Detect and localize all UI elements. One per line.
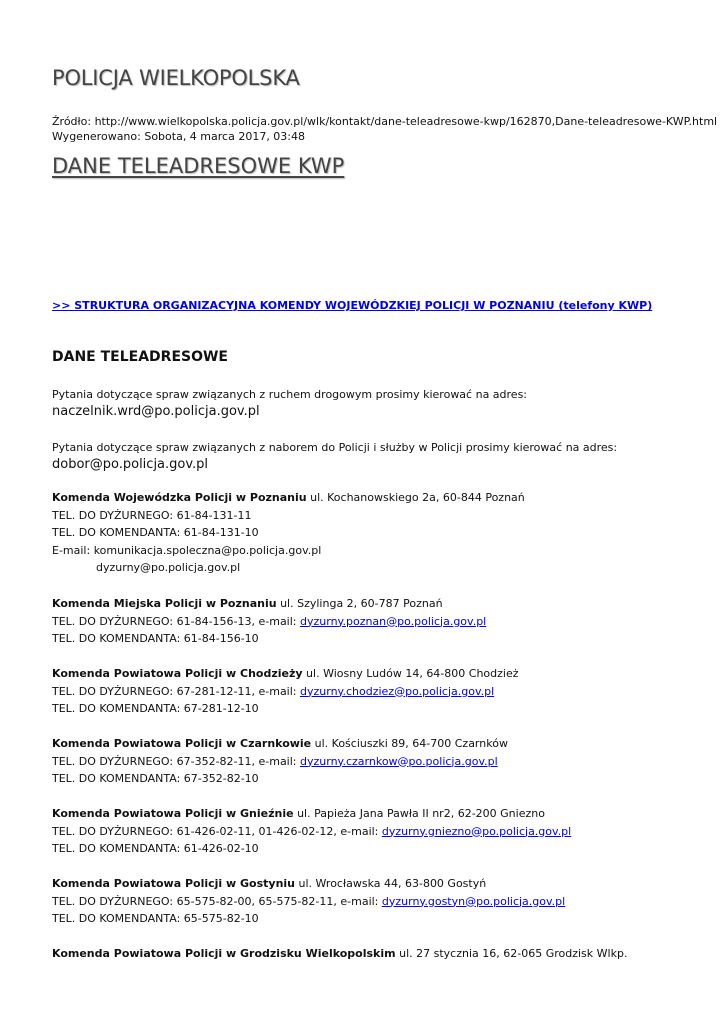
recruitment-paragraph (52, 440, 617, 474)
page-title: DANE TELEADRESOWE KWP (52, 154, 345, 178)
office-address: ul. Kochanowskiego 2a, 60-844 Poznań (306, 491, 525, 504)
recruitment-email: dobor@po.policja.gov.pl (52, 457, 209, 472)
office-heading (52, 945, 627, 963)
office-heading (52, 595, 486, 613)
document-meta (52, 114, 717, 144)
office-name: Komenda Powiatowa Policji w Gostyniu (52, 877, 296, 890)
site-title: POLICJA WIELKOPOLSKA (52, 66, 300, 90)
recruitment-text: Pytania dotyczące spraw związanych z naborem do Policji i służby w Policji prosimy kierować na adres: (52, 441, 618, 454)
office-heading (52, 805, 571, 823)
office-duty-phone: TEL. DO DYŻURNEGO: 67-281-12-11, e-mail: dyzurny.chodziez@po.policja.gov.pl (52, 684, 495, 698)
section-title: DANE TELEADRESOWE (52, 349, 228, 365)
office-duty-phone: TEL. DO DYŻURNEGO: 61-84-156-13, e-mail: dyzurny.poznan@po.policja.gov.pl (52, 614, 487, 628)
office-commander-phone: TEL. DO KOMENDANTA: 65-575-82-10 (52, 912, 259, 925)
office-gniezno (52, 805, 571, 858)
office-poznan (52, 595, 486, 648)
office-address: ul. Szylinga 2, 60-787 Poznań (276, 597, 443, 610)
traffic-email: naczelnik.wrd@po.policja.gov.pl (52, 404, 260, 419)
office-email-duty: dyzurny@po.policja.gov.pl (96, 561, 241, 574)
office-name: Komenda Wojewódzka Policji w Poznaniu (52, 491, 307, 504)
office-name: Komenda Powiatowa Policji w Grodzisku Wielkopolskim (52, 947, 396, 960)
office-email-link[interactable]: dyzurny.czarnkow@po.policja.gov.pl (300, 754, 498, 768)
office-address: ul. Wiosny Ludów 14, 64-800 Chodzież (302, 667, 519, 680)
office-email-link[interactable]: dyzurny.gostyn@po.policja.gov.pl (381, 894, 566, 908)
office-commander-phone: TEL. DO KOMENDANTA: 67-352-82-10 (52, 772, 259, 785)
office-commander-phone: TEL. DO KOMENDANTA: 61-426-02-10 (52, 842, 259, 855)
office-commander-phone: TEL. DO KOMENDANTA: 61-84-131-10 (52, 526, 259, 539)
office-heading (52, 875, 565, 893)
office-duty-phone: TEL. DO DYŻURNEGO: 61-426-02-11, 01-426-02-12, e-mail: dyzurny.gniezno@po.policja.gov.pl (52, 824, 572, 838)
office-name: Komenda Powiatowa Policji w Gnieźnie (52, 807, 294, 820)
office-czarnkow (52, 735, 508, 788)
office-address: ul. 27 stycznia 16, 62-065 Grodzisk Wlkp. (395, 947, 628, 960)
office-heading (52, 489, 525, 507)
traffic-text: Pytania dotyczące spraw związanych z ruchem drogowym prosimy kierować na adres: (52, 388, 528, 401)
source-url: Źródło: http://www.wielkopolska.policja.gov.pl/wlk/kontakt/dane-teleadresowe-kwp/162870,Dane-teleadresowe-KWP.html (52, 115, 718, 128)
office-name: Komenda Powiatowa Policji w Czarnkowie (52, 737, 312, 750)
traffic-paragraph (52, 387, 527, 421)
office-grodzisk (52, 945, 627, 963)
office-email-link[interactable]: dyzurny.gniezno@po.policja.gov.pl (381, 824, 572, 838)
office-heading (52, 735, 508, 753)
office-name: Komenda Powiatowa Policji w Chodzieży (52, 667, 303, 680)
office-commander-phone: TEL. DO KOMENDANTA: 61-84-156-10 (52, 632, 259, 645)
office-email-link[interactable]: dyzurny.poznan@po.policja.gov.pl (300, 614, 487, 628)
office-gostyn (52, 875, 565, 928)
office-address: ul. Wrocławska 44, 63-800 Gostyń (295, 877, 487, 890)
office-name: Komenda Miejska Policji w Poznaniu (52, 597, 277, 610)
office-kwp (52, 489, 525, 577)
office-address: ul. Papieża Jana Pawła II nr2, 62-200 Gniezno (293, 807, 545, 820)
office-chodziez (52, 665, 519, 718)
office-commander-phone: TEL. DO KOMENDANTA: 67-281-12-10 (52, 702, 259, 715)
office-email-link[interactable]: dyzurny.chodziez@po.policja.gov.pl (300, 684, 495, 698)
office-duty-phone: TEL. DO DYŻURNEGO: 65-575-82-00, 65-575-82-11, e-mail: dyzurny.gostyn@po.policja.gov.pl (52, 894, 566, 908)
office-email: E-mail: komunikacja.spoleczna@po.policja.gov.pl (52, 543, 322, 557)
office-heading (52, 665, 519, 683)
structure-link[interactable]: >> STRUKTURA ORGANIZACYJNA KOMENDY WOJEWÓDZKIEJ POLICJI W POZNANIU (telefony KWP) (52, 299, 653, 312)
office-address: ul. Kościuszki 89, 64-700 Czarnków (311, 737, 508, 750)
office-duty-phone: TEL. DO DYŻURNEGO: 61-84-131-11 (52, 508, 252, 522)
generated-date: Wygenerowano: Sobota, 4 marca 2017, 03:48 (52, 130, 306, 143)
office-duty-phone: TEL. DO DYŻURNEGO: 67-352-82-11, e-mail: dyzurny.czarnkow@po.policja.gov.pl (52, 754, 498, 768)
